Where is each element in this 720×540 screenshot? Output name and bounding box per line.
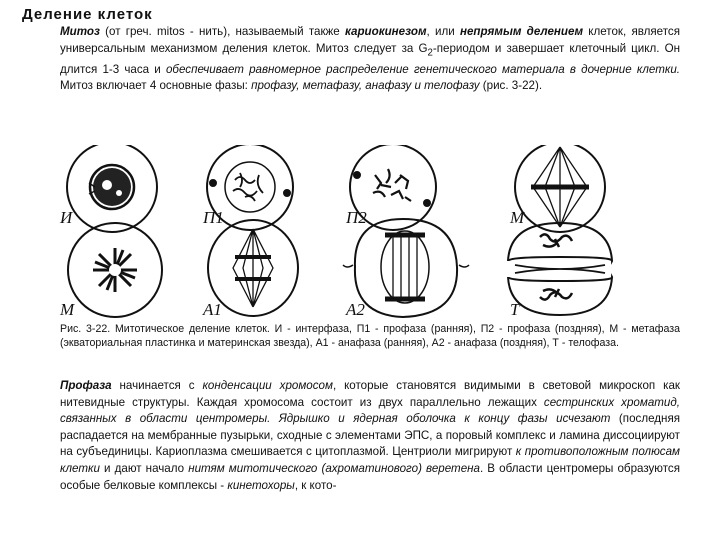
prophase-text-3: (последняя распадается на мембранные пузырьки, сходные с элементами ЭПС, а поровый комплекс и ламина диссоциируют на субъединицы. Кариоплазма смешивается с цитоплазмой. Центриоли мигрируют	[60, 412, 680, 459]
term-indirect-division: непрямым делением	[459, 25, 584, 38]
section-heading: Деление клеток	[22, 6, 153, 23]
term-kinetochores: кинетохоры	[227, 478, 295, 492]
term-mitosis: Митоз	[60, 25, 100, 38]
term-prophase: Профаза	[60, 379, 112, 392]
intro-paragraph	[60, 24, 680, 95]
prophase-paragraph	[60, 378, 680, 494]
term-spindle: нитям митотического (ахроматинового) веретена	[188, 461, 480, 475]
term-distribution: обеспечивает равномерное распределение генетического материала в дочерние клетки.	[165, 62, 680, 76]
label-prophase-1: П1	[203, 208, 224, 227]
cell-metaphase-side	[515, 145, 605, 232]
label-anaphase-2: А2	[346, 300, 365, 319]
prophase-text-5: . В области центромеры образуются особые белковые комплексы -	[60, 461, 681, 492]
label-interphase: И	[60, 208, 73, 227]
intro-text-1: (от греч. mitos - нить), называемый также	[99, 25, 345, 38]
label-metaphase-1: М	[510, 208, 525, 227]
intro-text-4: -периодом и завершает клеточный цикл. Он длится 1-3 часа и	[60, 41, 680, 76]
cell-telophase	[508, 223, 612, 315]
term-poles: к противоположным полюсам клетки	[60, 445, 680, 475]
cell-interphase	[67, 145, 157, 232]
term-phases: профазу, метафазу, анафазу и телофазу	[251, 79, 480, 93]
label-prophase-2: П2	[346, 208, 367, 227]
prophase-text-4: и дают начало	[99, 461, 189, 475]
figure-caption: Рис. 3-22. Митотическое деление клеток. И - интерфаза, П1 - профаза (ранняя), П2 - профаза (поздняя), М - метафаза (экваториальная пластинка и материнская звезда), А1 - анафаза (ранняя), А2 - анафаза (поздняя), Т - телофаза.	[60, 323, 680, 349]
label-metaphase-2: М	[60, 300, 75, 319]
prophase-text-6: , к кото-	[294, 478, 337, 492]
intro-text-2: , или	[426, 25, 460, 38]
label-anaphase-1: А1	[203, 300, 222, 319]
g2-subscript: 2	[427, 46, 433, 58]
intro-text-5: Митоз включает 4 основные фазы:	[60, 79, 252, 93]
term-chromatids: сестринских хроматид, связанных в области центромеры. Ядрышко и ядерная оболочка к концу фазы исчезают	[60, 395, 680, 426]
intro-text-3: клеток, является универсальным механизмом деления клеток. Митоз следует за G	[60, 25, 680, 55]
mitosis-figure	[55, 145, 695, 320]
label-telophase: Т	[510, 300, 520, 319]
prophase-text-1: начинается с	[111, 379, 203, 392]
term-condensation: конденсации хромосом	[202, 379, 333, 392]
cell-metaphase-star	[68, 223, 162, 317]
intro-text-6: (рис. 3-22).	[479, 79, 543, 93]
prophase-text-2: , которые становятся видимыми в световой микроскоп как нитевидные структуры. Каждая хромосома состоит из двух параллельно лежащих	[60, 379, 680, 409]
term-karyokinesis: кариокинезом	[344, 25, 427, 38]
